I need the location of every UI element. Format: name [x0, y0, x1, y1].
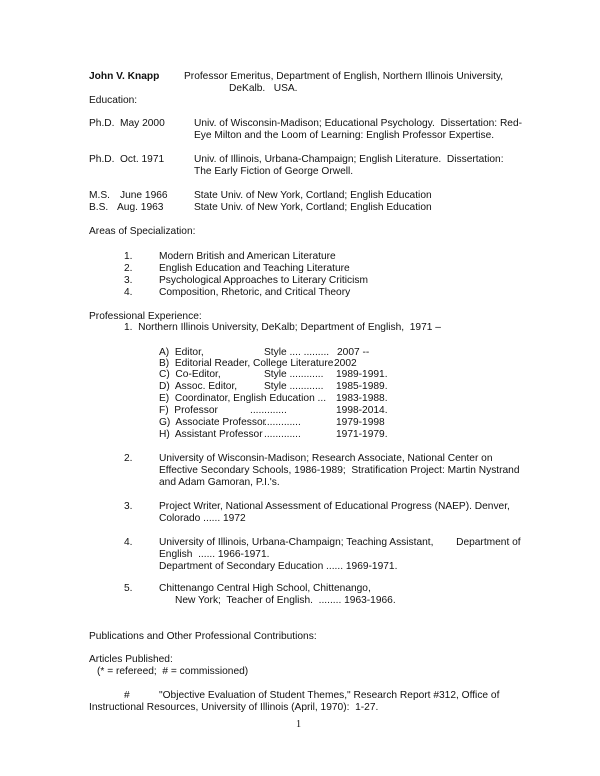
role-date: 1971-1979.: [336, 429, 388, 440]
role-label: B) Editorial Reader, College Literature: [159, 358, 334, 369]
list-number: 2.: [124, 453, 133, 464]
list-number: 5.: [124, 583, 133, 594]
experience-item: 1. Northern Illinois University, DeKalb; Department of English, 1971 –: [124, 322, 441, 333]
role-dots: .............: [264, 417, 301, 428]
edu-date: Aug. 1963: [117, 202, 164, 213]
experience-item: University of Illinois, Urbana-Champaign; Teaching Assistant, Department of: [159, 537, 521, 548]
role-journal: Style .... .........: [264, 347, 330, 358]
edu-detail: The Early Fiction of George Orwell.: [194, 166, 354, 177]
edu-detail: Eye Milton and the Loom of Learning: English Professor Expertise.: [194, 130, 495, 141]
edu-degree: B.S.: [89, 202, 109, 213]
list-item: Modern British and American Literature: [159, 251, 336, 262]
specialization-heading: Areas of Specialization:: [89, 226, 196, 237]
role-label: C) Co-Editor,: [159, 369, 221, 380]
edu-detail: State Univ. of New York, Cortland; English Education: [194, 202, 432, 213]
edu-degree: Ph.D.: [89, 154, 115, 165]
page-number: 1: [296, 719, 302, 730]
edu-degree: M.S.: [89, 190, 110, 201]
experience-item: Department of Secondary Education ...... 1969-1971.: [159, 561, 398, 572]
articles-heading: Articles Published:: [89, 654, 173, 665]
edu-detail: Univ. of Illinois, Urbana-Champaign; English Literature. Dissertation:: [194, 154, 504, 165]
edu-date: June 1966: [120, 190, 168, 201]
publications-heading: Publications and Other Professional Contributions:: [89, 631, 317, 642]
role-date: 1983-1988.: [336, 393, 388, 404]
role-journal: Style ............: [264, 381, 324, 392]
edu-degree: Ph.D.: [89, 118, 115, 129]
role-date: 1989-1991.: [336, 369, 388, 380]
list-number: 3.: [124, 275, 133, 286]
author-title: Professor Emeritus, Department of English, Northern Illinois University,: [184, 71, 504, 82]
list-number: 4.: [124, 537, 133, 548]
experience-item: Chittenango Central High School, Chittenango,: [159, 583, 371, 594]
list-item: Composition, Rhetoric, and Critical Theory: [159, 287, 351, 298]
education-heading: Education:: [89, 95, 138, 106]
publication-entry: Instructional Resources, University of Illinois (April, 1970): 1-27.: [89, 702, 379, 713]
role-dots: .............: [264, 429, 301, 440]
experience-item: University of Wisconsin-Madison; Research Associate, National Center on: [159, 453, 493, 464]
list-number: 2.: [124, 263, 133, 274]
edu-date: May 2000: [120, 118, 165, 129]
role-date: 2002: [334, 358, 357, 369]
list-number: 1.: [124, 251, 133, 262]
role-label: H) Assistant Professor: [159, 429, 263, 440]
role-label: D) Assoc. Editor,: [159, 381, 238, 392]
role-label: F) Professor: [159, 405, 218, 416]
edu-detail: Univ. of Wisconsin-Madison; Educational Psychology. Dissertation: Red-: [194, 118, 523, 129]
list-item: English Education and Teaching Literature: [159, 263, 350, 274]
commissioned-mark: #: [124, 690, 130, 701]
list-number: 3.: [124, 501, 133, 512]
list-number: 4.: [124, 287, 133, 298]
role-date: 2007 --: [337, 347, 370, 358]
author-name: John V. Knapp: [89, 71, 160, 82]
experience-item: New York; Teacher of English. ........ 1963-1966.: [175, 595, 396, 606]
author-location: DeKalb. USA.: [229, 83, 298, 94]
edu-detail: State Univ. of New York, Cortland; English Education: [194, 190, 432, 201]
role-date: 1979-1998: [336, 417, 385, 428]
edu-date: Oct. 1971: [120, 154, 165, 165]
experience-item: English ...... 1966-1971.: [159, 549, 270, 560]
list-item: Psychological Approaches to Literary Criticism: [159, 275, 368, 286]
experience-item: Project Writer, National Assessment of Educational Progress (NAEP). Denver,: [159, 501, 510, 512]
role-label: G) Associate Professor: [159, 417, 267, 428]
publication-entry: "Objective Evaluation of Student Themes," Research Report #312, Office of: [159, 690, 500, 701]
experience-item: Colorado ...... 1972: [159, 513, 246, 524]
experience-item: Effective Secondary Schools, 1986-1989; Stratification Project: Martin Nystrand: [159, 465, 520, 476]
experience-heading: Professional Experience:: [89, 311, 202, 322]
role-label: E) Coordinator, English Education ...: [159, 393, 327, 404]
legend-note: (* = refereed; # = commissioned): [97, 666, 249, 677]
role-date: 1985-1989.: [336, 381, 388, 392]
role-dots: .............: [250, 405, 287, 416]
role-journal: Style ............: [264, 369, 324, 380]
experience-item: and Adam Gamoran, P.I.'s.: [159, 477, 280, 488]
role-label: A) Editor,: [159, 347, 204, 358]
role-date: 1998-2014.: [336, 405, 388, 416]
